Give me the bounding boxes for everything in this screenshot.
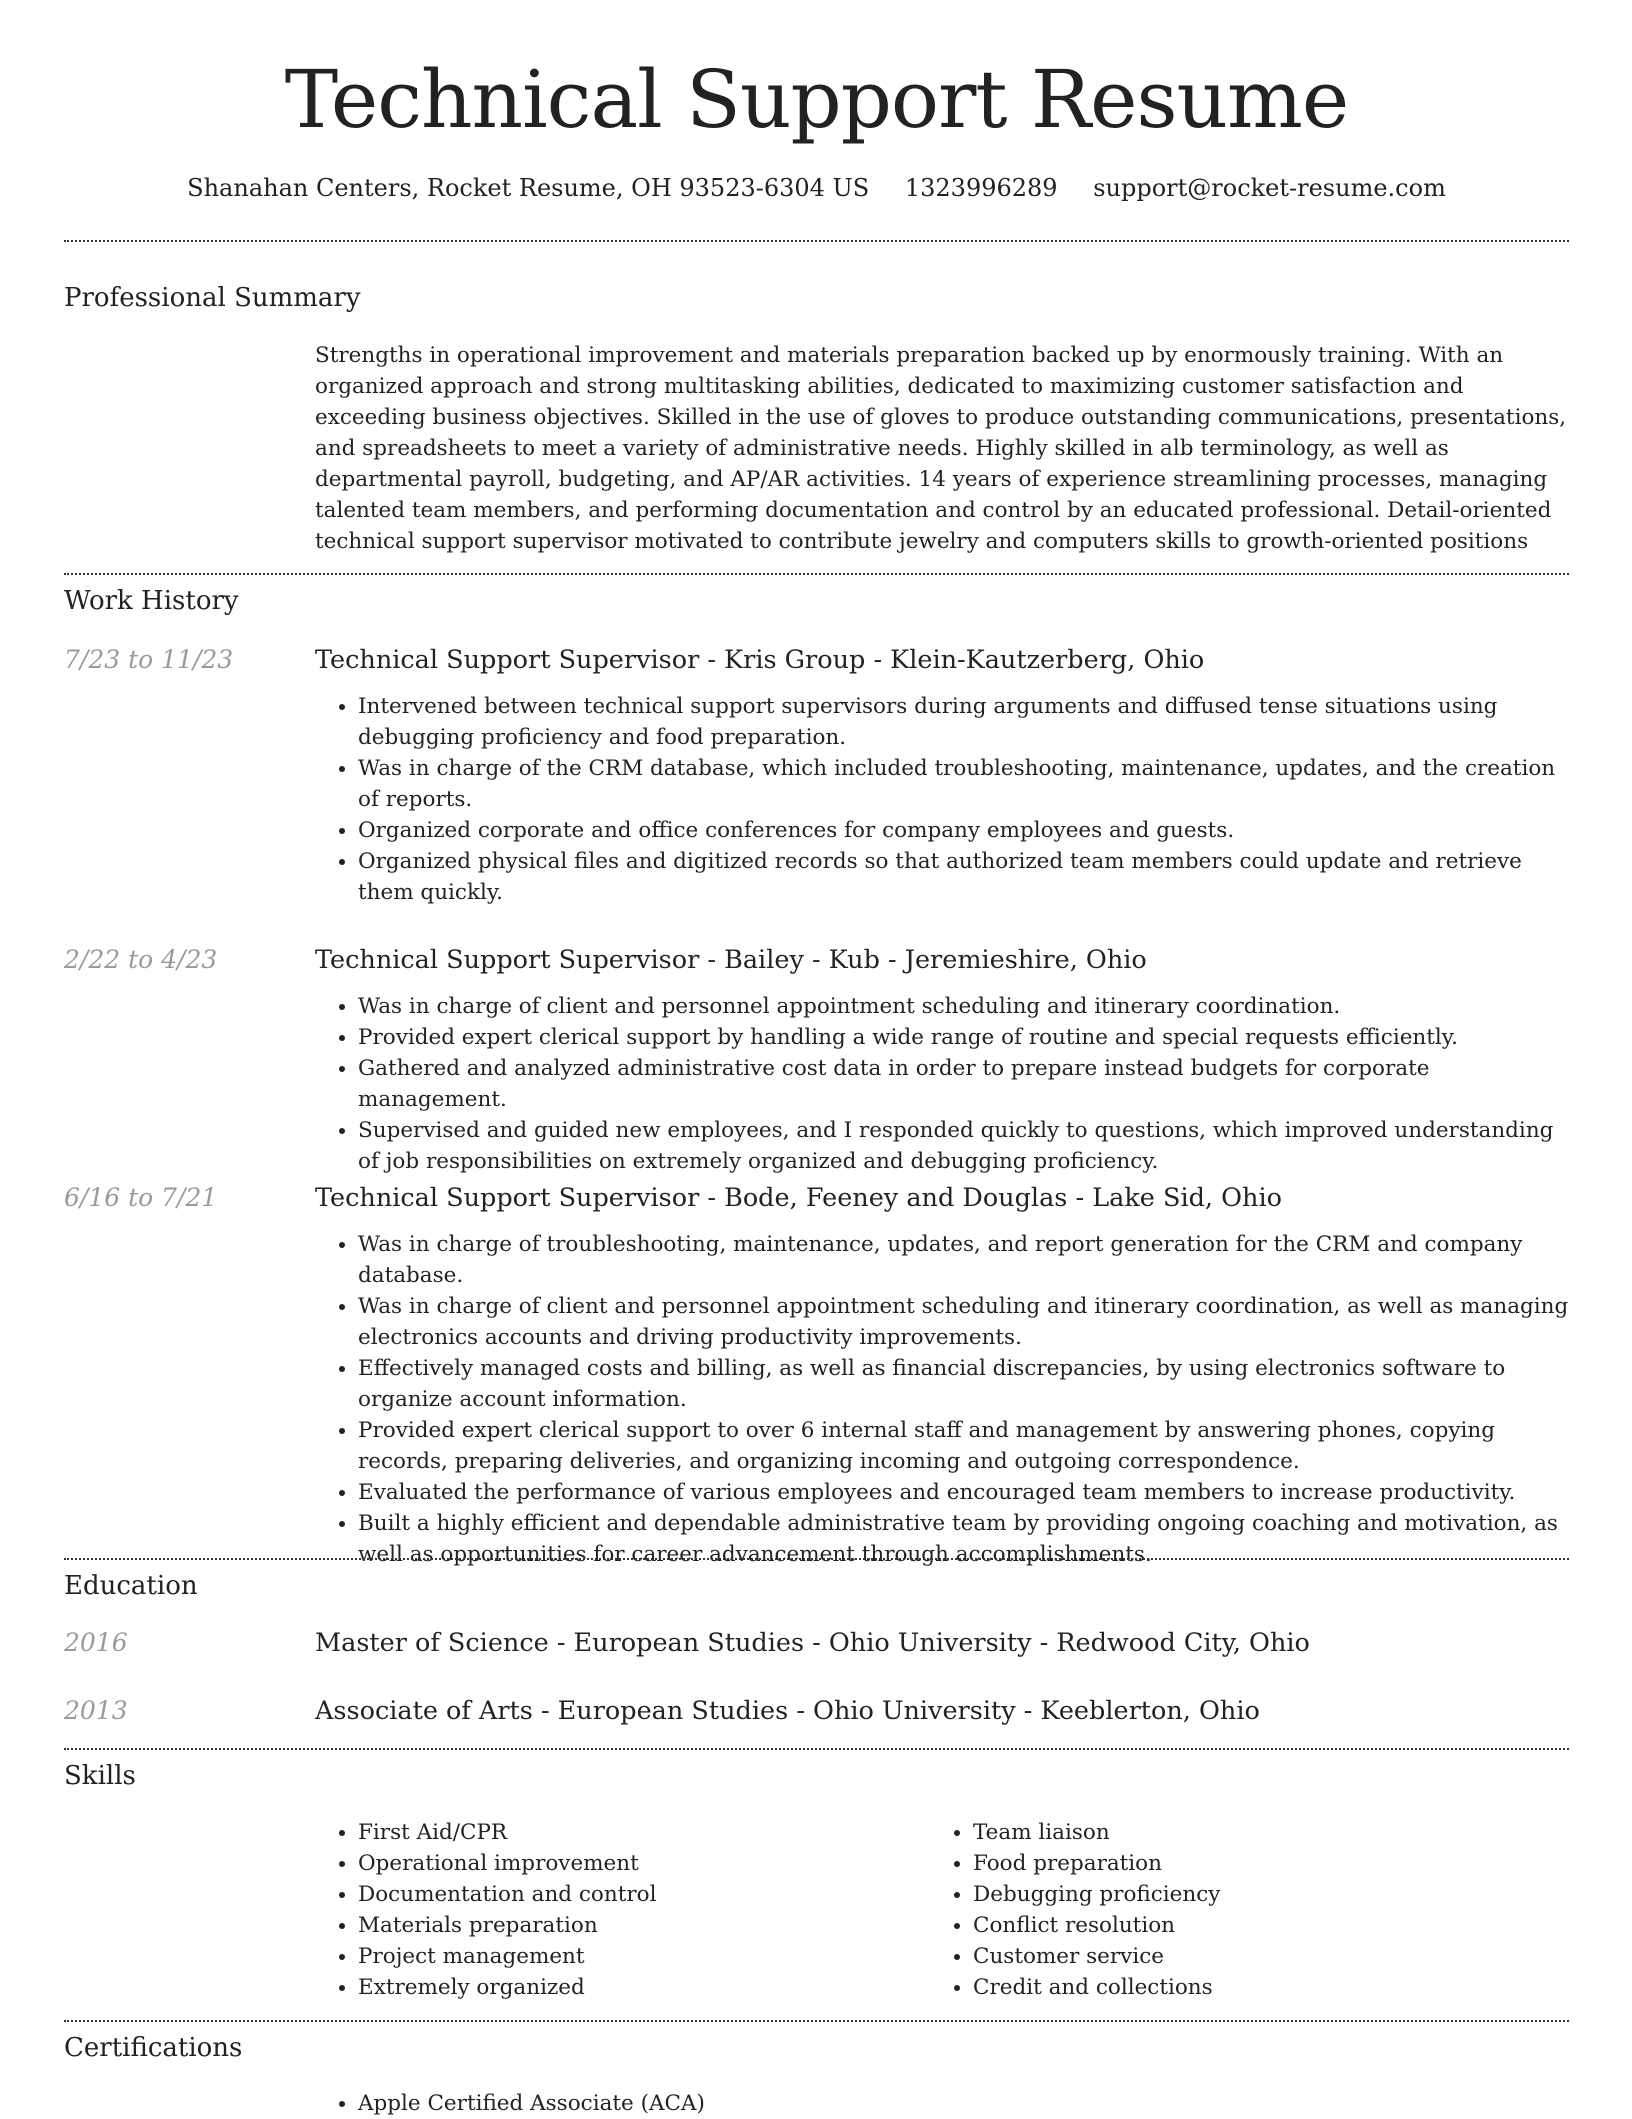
resume-title: Technical Support Resume <box>284 53 1349 146</box>
skill-item: • Food preparation <box>973 1848 1530 1879</box>
divider <box>64 240 1569 242</box>
list-item: • Organized corporate and office conferences for company employees and guests. <box>358 815 1569 846</box>
contact-line <box>64 172 1569 204</box>
section-heading-work: Work History <box>64 586 239 616</box>
list-item: • Intervened between technical support supervisors during arguments and diffused tense situations using debugging proficiency and food preparation. <box>358 691 1569 753</box>
certification-item: • Apple Certified Associate (ACA) <box>358 2088 1569 2119</box>
divider <box>64 2020 1569 2022</box>
summary-block <box>315 340 1569 557</box>
skill-item: • Debugging proficiency <box>973 1879 1530 1910</box>
job-entry <box>315 943 1569 1177</box>
job-dates: 7/23 to 11/23 <box>64 645 234 674</box>
job-dates: 2/22 to 4/23 <box>64 945 218 974</box>
divider <box>64 1748 1569 1750</box>
job-bullets <box>315 991 1569 1177</box>
skill-item: • Customer service <box>973 1941 1530 1972</box>
list-item: • Provided expert clerical support by handling a wide range of routine and special requests efficiently. <box>358 1022 1569 1053</box>
certifications-list <box>315 2088 1569 2119</box>
contact-email[interactable]: support@rocket-resume.com <box>1093 174 1446 202</box>
divider <box>64 573 1569 575</box>
skills-list <box>930 1817 1530 2003</box>
section-heading-certifications: Certifications <box>64 2033 243 2063</box>
skills-column-left <box>315 1817 915 2003</box>
job-dates: 6/16 to 7/21 <box>64 1183 218 1212</box>
list-item: • Was in charge of the CRM database, which included troubleshooting, maintenance, updates, and the creation of reports. <box>358 753 1569 815</box>
list-item: • Effectively managed costs and billing, as well as financial discrepancies, by using electronics software to organize account information. <box>358 1353 1569 1415</box>
certifications-block <box>315 2088 1569 2119</box>
resume-page <box>64 0 1569 2116</box>
skill-item: • Team liaison <box>973 1817 1530 1848</box>
skill-item: • Operational improvement <box>358 1848 915 1879</box>
list-item: • Organized physical files and digitized records so that authorized team members could update and retrieve them quickly. <box>358 846 1569 908</box>
section-heading-summary: Professional Summary <box>64 283 361 313</box>
list-item: • Gathered and analyzed administrative cost data in order to prepare instead budgets for corporate management. <box>358 1053 1569 1115</box>
section-heading-education: Education <box>64 1571 198 1601</box>
job-bullets <box>315 691 1569 908</box>
skill-item: • First Aid/CPR <box>358 1817 915 1848</box>
education-title: Associate of Arts - European Studies - Ohio University - Keeblerton, Ohio <box>315 1696 1260 1726</box>
skill-item: • Conflict resolution <box>973 1910 1530 1941</box>
list-item: • Evaluated the performance of various employees and encouraged team members to increase productivity. <box>358 1477 1569 1508</box>
contact-address: Shanahan Centers, Rocket Resume, OH 93523-6304 US <box>187 174 870 202</box>
job-title: Technical Support Supervisor - Kris Group - Klein-Kautzerberg, Ohio <box>315 645 1205 675</box>
skill-item: • Documentation and control <box>358 1879 915 1910</box>
list-item: • Was in charge of client and personnel appointment scheduling and itinerary coordination, as well as managing electronics accounts and driving productivity improvements. <box>358 1291 1569 1353</box>
list-item: • Provided expert clerical support to over 6 internal staff and management by answering phones, copying records, preparing deliveries, and organizing incoming and outgoing correspondence. <box>358 1415 1569 1477</box>
contact-phone: 1323996289 <box>904 174 1058 202</box>
skill-item: • Extremely organized <box>358 1972 915 2003</box>
list-item: • Built a highly efficient and dependable administrative team by providing ongoing coaching and motivation, as well as opportunities for career advancement through accomplishments. <box>358 1508 1569 1570</box>
job-entry <box>315 1181 1569 1570</box>
education-year: 2013 <box>64 1696 128 1725</box>
education-year: 2016 <box>64 1628 128 1657</box>
skills-list <box>315 1817 915 2003</box>
list-item: • Was in charge of troubleshooting, maintenance, updates, and report generation for the CRM and company database. <box>358 1229 1569 1291</box>
skills-column-right <box>930 1817 1530 2003</box>
list-item: • Was in charge of client and personnel appointment scheduling and itinerary coordination. <box>358 991 1569 1022</box>
list-item: • Supervised and guided new employees, and I responded quickly to questions, which improved understanding of job responsibilities on extremely organized and debugging proficiency. <box>358 1115 1569 1177</box>
section-heading-skills: Skills <box>64 1761 136 1791</box>
skill-item: • Materials preparation <box>358 1910 915 1941</box>
education-title: Master of Science - European Studies - Ohio University - Redwood City, Ohio <box>315 1628 1310 1658</box>
skill-item: • Credit and collections <box>973 1972 1530 2003</box>
education-entry <box>315 1694 1569 1728</box>
summary-text: Strengths in operational improvement and materials preparation backed up by enormously training. With an organized approach and strong multitasking abilities, dedicated to maximizing customer satisfaction and exceeding business objectives. Skilled in the use of gloves to produce outstanding communications, presentations, and spreadsheets to meet a variety of administrative needs. Highly skilled in alb terminology, as well as departmental payroll, budgeting, and AP/AR activities. 14 years of experience streamlining processes, managing talented team members, and performing documentation and control by an educated professional. Detail-oriented technical support supervisor motivated to contribute jewelry and computers skills to growth-oriented positions <box>315 343 1567 554</box>
job-title: Technical Support Supervisor - Bode, Feeney and Douglas - Lake Sid, Ohio <box>315 1183 1282 1213</box>
job-bullets <box>315 1229 1569 1570</box>
divider <box>64 1558 1569 1560</box>
job-entry <box>315 643 1569 908</box>
job-title: Technical Support Supervisor - Bailey - Kub - Jeremieshire, Ohio <box>315 945 1147 975</box>
education-entry <box>315 1626 1569 1660</box>
skill-item: • Project management <box>358 1941 915 1972</box>
